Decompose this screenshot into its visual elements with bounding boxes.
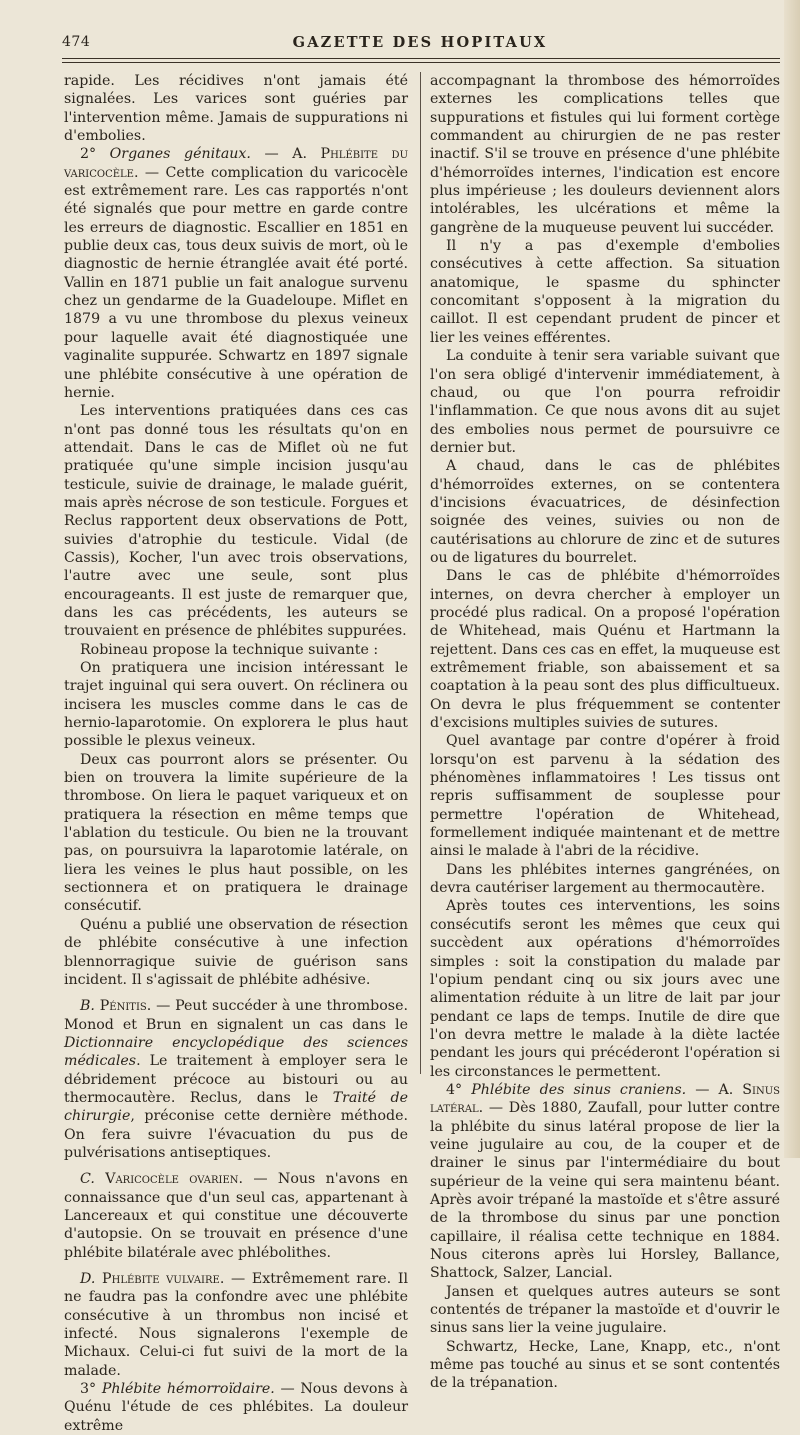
section-number: 2° <box>80 146 97 163</box>
subsection-letter: C. <box>80 1171 95 1188</box>
subsection-heading: Phlébite vulvaire. <box>102 1271 225 1287</box>
paragraph: Schwartz, Hecke, Lane, Knapp, etc., n'ont même pas touché au sinus et se sont contentés de la trépanation. <box>430 1338 780 1392</box>
subsection-varicocele-ovarien: C. Varicocèle ovarien. — Nous n'avons en connaissance que d'un seul cas, appartenant à Lancereaux et qui constitue une découverte d'autopsie. On se trouvait en présence d'une phlébite bilatérale avec phlébolithes. <box>64 1171 408 1261</box>
paragraph: Dans le cas de phlébite d'hémorroïdes internes, on devra chercher à employer un procédé plus radical. On a proposé l'opération de Whitehead, mais Quénu et Hartmann la rejettent. Dans ces cas en effet, la muqueuse est extrêmement friable, son abaissement et sa coaptation à la peau sont des plus difficultueux. On devra le plus fréquemment se contenter d'excisions multiples suivies de sutures. <box>430 568 780 732</box>
subsection-penitis: B. Pénitis. — Peut succéder à une thrombose. Monod et Brun en signalent un cas dans le Dictionnaire encyclopédique des sciences médicales. Le traitement à employer sera le débridement précoce au bistouri ou au thermocautère. Reclus, dans le Traité de chirurgie, préconise cette dernière méthode. On fera suivre l'évacuation du pus de pulvérisations antiseptiques. <box>64 998 408 1161</box>
page-header <box>62 34 778 56</box>
paragraph: On pratiquera une incision intéressant le trajet inguinal qui sera ouvert. On réclinera ou incisera les muscles comme dans le cas de hernio-laparotomie. On explorera le plus haut possible le plexus veineux. <box>64 660 408 750</box>
paragraph: Deux cas pourront alors se présenter. Ou bien on trouvera la limite supérieure de la thrombose. On liera le paquet variqueux et on pratiquera la résection en même temps que l'ablation du testicule. Ou bien ne la trouvant pas, on poursuivra la laparotomie latérale, on liera les veines le plus haut possible, on les sectionnera et on pratiquera le drainage consécutif. <box>64 751 408 915</box>
column-divider <box>420 72 421 1074</box>
paragraph: Dans les phlébites internes gangrénées, on devra cautériser largement au thermocautère. <box>430 861 780 897</box>
header-rule-thin <box>62 62 780 63</box>
section-phlebite-hemorroidaire: 3° Phlébite hémorroïdaire. — Nous devons à Quénu l'étude de ces phlébites. La douleur extrême <box>64 1381 409 1434</box>
subsection-heading: Pénitis. <box>99 998 152 1015</box>
paragraph: Robineau propose la technique suivante : <box>80 641 379 658</box>
section-heading: Organes génitaux. <box>109 146 251 163</box>
paragraph: Jansen et quelques autres auteurs se sont contentés de trépaner la mastoïde et d'ouvrir le sinus sans lier la veine jugulaire. <box>430 1283 780 1337</box>
paragraph: Quénu a publié une observation de résection de phlébite consécutive à une infection blennorragique suivie de guérison sans incident. Il s'agissait de phlébite adhésive. <box>64 916 408 988</box>
spacer <box>64 1262 408 1270</box>
page-number: 474 <box>62 34 91 50</box>
cited-title: Traité de chirurgie <box>64 1089 408 1125</box>
paragraph: Après toutes ces interventions, les soins consécutifs seront les mêmes que ceux qui succèdent aux opérations d'hémorroïdes simples : soit la constipation du malade par l'opium pendant cinq ou six jours avec une alimentation réduite à un litre de lait par jour pendant ce laps de temps. Inutile de dire que l'on devra mettre le malade à la diète lactée pendant les jours qui précéderont l'opération si les circonstances le permettent. <box>430 898 780 1080</box>
spacer <box>64 1162 408 1170</box>
subsection-heading: Varicocèle ovarien. <box>105 1171 244 1188</box>
left-column <box>64 72 408 1435</box>
cited-title: Dictionnaire encyclopédique des sciences médicales <box>64 1034 408 1070</box>
section-phlebite-sinus-craniens: 4° Phlébite des sinus craniens. — A. Sinus latéral. — Dès 1880, Zaufall, pour lutter contre la phlébite du sinus latéral propose de lier la veine jugulaire au cou, de la couper et de drainer le sinus par l'intermédiaire du bout supérieur de la veine qui sera maintenu béant. Après avoir trépané la mastoïde et s'être assuré de la thrombose du sinus par une ponction capillaire, il réalisa cette technique en 1884. Nous citerons après lui Horsley, Ballance, Shattock, Salzer, Lancial. <box>430 1081 780 1282</box>
section-heading: Phlébite des sinus craniens. <box>471 1081 687 1098</box>
section-heading: Phlébite hémorroïdaire. <box>101 1381 275 1398</box>
subsection-heading: Sinus latéral. <box>430 1081 780 1117</box>
paragraph: Quel avantage par contre d'opérer à froid lorsqu'on est parvenu à la sédation des phénomènes inflammatoires ! Les tissus ont repris suffisamment de souplesse pour permettre l'opération de Whitehead, formellement indiquée maintenant et de mettre ainsi le malade à l'abri de la récidive. <box>430 733 780 860</box>
paragraph: La conduite à tenir sera variable suivant que l'on sera obligé d'intervenir immédiatement, à chaud, ou que l'on pourra refroidir l'inflammation. Ce que nous avons dit au sujet des embolies nous permet de poursuivre ce dernier but. <box>430 348 780 456</box>
spacer <box>64 989 408 997</box>
subsection-phlebite-vulvaire: D. Phlébite vulvaire. — Extrêmement rare. Il ne faudra pas la confondre avec une phlébite consécutive à un thrombus non incisé et infecté. Nous signalerons l'exemple de Michaux. Celui-ci fut suivi de la mort de la malade. <box>64 1271 408 1379</box>
right-column <box>430 72 780 1393</box>
paragraph: rapide. Les récidives n'ont jamais été signalées. Les varices sont guéries par l'intervention même. Jamais de suppurations ni d'embolies. <box>64 73 408 145</box>
subsection-letter: D. <box>80 1271 96 1287</box>
page-edge <box>784 0 800 1158</box>
paragraph: A chaud, dans le cas de phlébites d'hémorroïdes externes, on se contentera d'incisions évacuatrices, de désinfection soignée des veines, suivies ou non de cautérisations au chlorure de zinc et de sutures ou de ligatures du bourrelet. <box>430 458 780 566</box>
section-number: 3° <box>80 1381 97 1398</box>
journal-title: GAZETTE DES HOPITAUX <box>292 34 548 51</box>
section-organes-genitaux: 2° Organes génitaux. — A. Phlébite du varicocèle. — Cette complication du varicocèle est extrêmement rare. Les cas rapportés n'ont été signalés que pour mettre en garde contre les erreurs de diagnostic. Escallier en 1851 en publie deux cas, tous deux suivis de mort, où le diagnostic de hernie étranglée avait été porté. Vallin en 1871 publie un fait analogue survenu chez un gendarme de la Guadeloupe. Miflet en 1879 a vu une thrombose du plexus veineux pour laquelle avait été diagnostiquée une vaginalite suppurée. Schwartz en 1897 signale une phlébite consécutive à une opération de hernie. <box>64 146 408 401</box>
paragraph: Il n'y a pas d'exemple d'embolies consécutives à cette affection. Sa situation anatomique, le spasme du sphincter concomitant s'opposent à la migration du caillot. Il est cependant prudent de pincer et lier les veines efférentes. <box>430 238 780 346</box>
subsection-letter: B. <box>80 998 95 1015</box>
header-rule-thick <box>62 58 780 59</box>
paragraph: accompagnant la thrombose des hémorroïdes externes les complications telles que suppurations et fistules qui lui forment cortège commandent au chirurgien de ne pas rester inactif. S'il se trouve en présence d'une phlébite d'hémorroïdes internes, l'indication est encore plus impérieuse ; les douleurs deviennent alors intolérables, les ulcérations et même la gangrène de la muqueuse peuvent lui succéder. <box>430 73 780 236</box>
subsection-heading: Phlébite du varicocèle. <box>64 146 408 181</box>
section-number: 4° <box>446 1081 463 1098</box>
paragraph: Les interventions pratiquées dans ces cas n'ont pas donné tous les résultats qu'on en attendait. Dans le cas de Miflet où ne fut pratiquée qu'une simple incision jusqu'au testicule, suivie de drainage, le malade guérit, mais après nécrose de son testicule. Forgues et Reclus rapportent deux observations de Pott, suivies d'atrophie du testicule. Vidal (de Cassis), Kocher, l'un avec trois observations, l'autre avec une seule, sont plus encourageants. Il est juste de remarquer que, dans les cas précédents, les auteurs se trouvaient en présence de phlébites suppurées. <box>64 403 408 640</box>
